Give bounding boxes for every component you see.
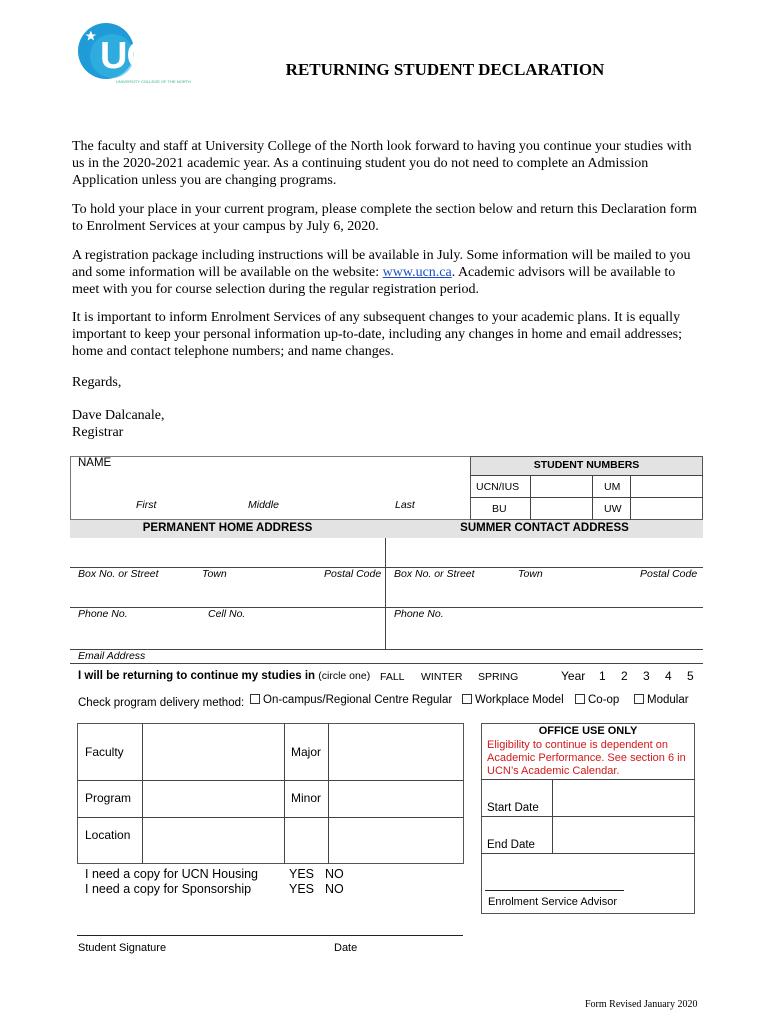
home-postal-label: Postal Code (324, 568, 382, 580)
year-4[interactable]: 4 (665, 669, 672, 683)
continue-studies-row (78, 670, 370, 682)
year-1[interactable]: 1 (599, 669, 606, 683)
intro-paragraph: The faculty and staff at University College of the North look forward to having you continue your studies with us in the 2020-2021 academic year. As a continuing student you do not need to complete an Admission Application unless you are changing programs. (72, 139, 692, 188)
first-name-label: First (136, 499, 157, 511)
program-input[interactable] (144, 782, 283, 816)
continue-studies-label: I will be returning to continue my studies in (78, 670, 316, 682)
delivery-option-oncampus[interactable]: On-campus/Regional Centre Regular (250, 694, 452, 706)
deadline-paragraph: To hold your place in your current program, please complete the section below and return this Declaration form to Enrolment Services at your campus by July 6, 2020. (72, 202, 697, 234)
term-fall[interactable]: FALL (380, 671, 405, 683)
student-numbers-header: STUDENT NUMBERS (533, 459, 640, 471)
term-spring[interactable]: SPRING (478, 671, 519, 683)
bu-label: BU (492, 503, 507, 515)
home-address-input[interactable] (72, 540, 383, 566)
email-label: Email Address (78, 650, 146, 662)
signer-name: Dave Dalcanale, (72, 408, 165, 423)
summer-address-header: SUMMER CONTACT ADDRESS (460, 522, 629, 534)
bu-number-input[interactable] (532, 498, 590, 518)
office-use-header: OFFICE USE ONLY (538, 725, 638, 737)
end-date-input[interactable] (554, 818, 694, 852)
um-number-input[interactable] (632, 476, 701, 496)
name-label: NAME (78, 457, 112, 469)
year-label: Year (561, 669, 586, 683)
summer-street-label: Box No. or Street (394, 568, 475, 580)
home-town-label: Town (202, 568, 227, 580)
uw-number-input[interactable] (632, 498, 701, 518)
advisor-signature-line (485, 890, 624, 891)
summer-phone-label: Phone No. (394, 608, 444, 620)
logo-subtext: UNIVERSITY COLLEGE OF THE NORTH (116, 79, 191, 84)
housing-copy-label: I need a copy for UCN Housing (85, 867, 259, 881)
faculty-label: Faculty (85, 745, 124, 759)
circle-one-hint: (circle one) (318, 670, 371, 682)
page-title: RETURNING STUDENT DECLARATION (285, 60, 605, 79)
permanent-address-header: PERMANENT HOME ADDRESS (142, 522, 313, 534)
email-input[interactable] (72, 622, 701, 648)
advisor-label: Enrolment Service Advisor (488, 896, 617, 908)
signature-line (77, 935, 463, 936)
cell-phone-label: Cell No. (208, 608, 246, 620)
changes-paragraph: It is important to inform Enrolment Services of any subsequent changes to your academic plans. It is equally important to keep your personal information up-to-date, including any changes in home and email addresses; home and contact telephone numbers; and name changes. (72, 310, 682, 359)
checkbox-icon (575, 694, 585, 704)
home-phone-label: Phone No. (78, 608, 128, 620)
home-phone-input[interactable] (72, 582, 383, 606)
major-input[interactable] (330, 725, 462, 779)
year-5[interactable]: 5 (687, 669, 694, 683)
faculty-input[interactable] (144, 725, 283, 779)
start-date-input[interactable] (554, 781, 694, 815)
signer-title: Registrar (72, 425, 124, 440)
housing-yes[interactable]: YES (289, 867, 315, 881)
minor-input[interactable] (330, 782, 462, 816)
location-input[interactable] (144, 819, 283, 863)
delivery-option-workplace[interactable]: Workplace Model (462, 694, 564, 706)
summer-town-label: Town (518, 568, 543, 580)
sponsorship-yes[interactable]: YES (289, 882, 315, 896)
um-label: UM (604, 481, 621, 493)
sponsorship-no[interactable]: NO (325, 882, 344, 896)
logo-wordmark: UCN (100, 35, 180, 77)
checkbox-icon (634, 694, 644, 704)
program-label: Program (85, 791, 132, 805)
ucn-ius-label: UCN/IUS (476, 481, 520, 493)
sponsorship-copy-label: I need a copy for Sponsorship (85, 882, 252, 896)
registration-paragraph: A registration package including instructions will be available in July. Some information will be mailed to you and some information will be available on the website: www.ucn.ca. Academic advisors will be available to meet with you for course selection during the regular registration period. (72, 248, 691, 297)
signature-input[interactable] (77, 908, 463, 934)
student-signature-label: Student Signature (78, 942, 167, 954)
minor-label: Minor (291, 791, 322, 805)
last-name-label: Last (395, 499, 415, 511)
ucn-ius-number-input[interactable] (532, 476, 590, 496)
year-3[interactable]: 3 (643, 669, 650, 683)
location-label: Location (85, 828, 131, 842)
housing-no[interactable]: NO (325, 867, 344, 881)
checkbox-icon (250, 694, 260, 704)
summer-phone-input[interactable] (388, 582, 701, 606)
checkbox-icon (462, 694, 472, 704)
home-street-label: Box No. or Street (78, 568, 159, 580)
summer-postal-label: Postal Code (640, 568, 698, 580)
summer-address-input[interactable] (388, 540, 701, 566)
major-label: Major (291, 745, 322, 759)
middle-name-label: Middle (248, 499, 279, 511)
start-date-label: Start Date (487, 802, 539, 814)
name-input[interactable] (78, 474, 463, 498)
delivery-option-modular[interactable]: Modular (634, 694, 689, 706)
uw-label: UW (604, 503, 622, 515)
form-revision-note: Form Revised January 2020 (585, 999, 698, 1010)
website-link[interactable]: www.ucn.ca (382, 265, 452, 280)
end-date-label: End Date (487, 839, 535, 851)
regards-text: Regards, (72, 375, 122, 390)
year-2[interactable]: 2 (621, 669, 628, 683)
delivery-option-coop[interactable]: Co-op (575, 694, 619, 706)
date-label: Date (334, 942, 358, 954)
delivery-method-label: Check program delivery method: (78, 697, 245, 709)
eligibility-note: Eligibility to continue is dependent on Academic Performance. See section 6 in UCN’s Academic Calendar. (487, 739, 686, 777)
term-winter[interactable]: WINTER (421, 671, 463, 683)
